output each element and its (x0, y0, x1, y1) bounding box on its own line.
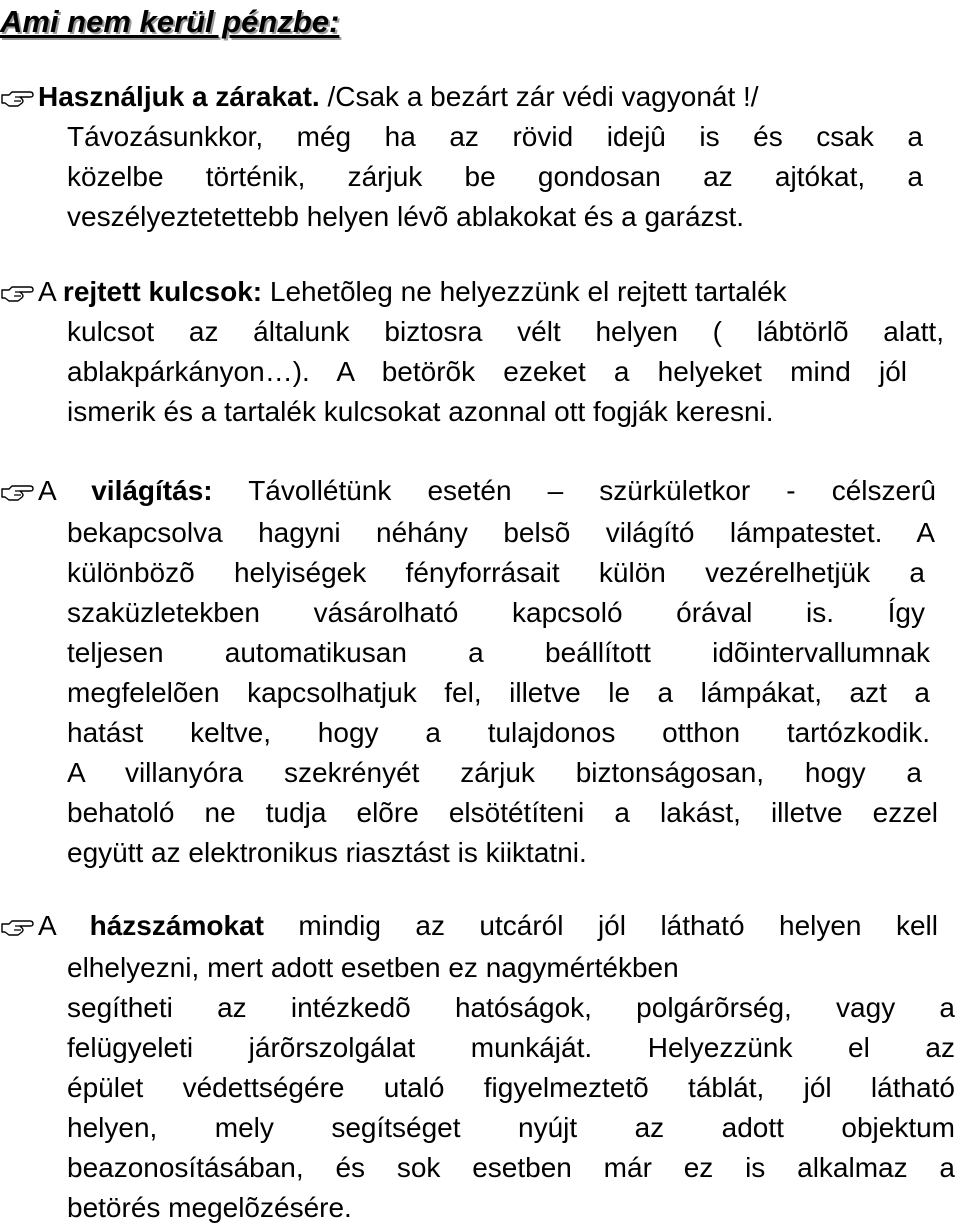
tip-line: megfelelõen kapcsolhatjuk fel, illetve le a lámpákat, azt a (67, 677, 930, 708)
tip-heading-prefix: A (38, 475, 92, 506)
tip-line: hatást keltve, hogy a tulajdonos otthon tartózkodik. (67, 717, 930, 748)
tip-first-line-text: Távollétünk esetén – szürkületkor - célszerû (212, 475, 936, 506)
tip-line: segítheti az intézkedõ hatóságok, polgárõrség, vagy a (67, 992, 955, 1023)
tip-line: különbözõ helyiségek fényforrásait külön vezérelhetjük a (67, 557, 925, 588)
tip-first-line (38, 273, 787, 311)
tip-line: épület védettségére utaló figyelmeztetõ táblát, jól látható (67, 1072, 955, 1103)
tip-first-line-text: Lehetõleg ne helyezzünk el rejtett tartalék (262, 276, 787, 307)
tip-line: kulcsot az általunk biztosra vélt helyen ( lábtörlõ alatt, (67, 316, 944, 347)
tip-line: felügyeleti járõrszolgálat munkáját. Helyezzünk el az (67, 1032, 955, 1063)
tip-line: teljesen automatikusan a beállított idõintervallumnak (67, 637, 930, 668)
tip-line: behatoló ne tudja elõre elsötétíteni a lakást, illetve ezzel (67, 797, 938, 828)
tip-line: ablakpárkányon…). A betörõk ezeket a helyeket mind jól (67, 356, 907, 387)
tip-heading: Használjuk a zárakat. (38, 81, 320, 112)
tip-heading-prefix: A (38, 910, 90, 941)
tip-line: beazonosításában, és sok esetben már ez is alkalmaz a (67, 1152, 955, 1183)
tip-first-line-text: /Csak a bezárt zár védi vagyonát !/ (319, 81, 759, 112)
tip-line: veszélyeztetettebb helyen lévõ ablakokat és a garázst. (67, 201, 745, 232)
tip-line: szaküzletekben vásárolható kapcsoló órával is. Így (67, 597, 925, 628)
tip-line: közelbe történik, zárjuk be gondosan az ajtókat, a (67, 161, 923, 192)
tip-line: betörés megelõzésére. (67, 1192, 352, 1223)
tip-line: együtt az elektronikus riasztást is kiiktatni. (67, 837, 587, 868)
tip-first-line (38, 907, 938, 945)
tip-heading-prefix: A (38, 276, 63, 307)
tip-first-line-text: mindig az utcáról jól látható helyen kell (263, 910, 938, 941)
pointing-hand-icon (0, 481, 34, 503)
tip-line: ismerik és a tartalék kulcsokat azonnal ott fogják keresni. (67, 396, 774, 427)
tip-line: elhelyezni, mert adott esetben ez nagymértékben (67, 952, 679, 983)
page-title: Ami nem kerül pénzbe: (0, 4, 340, 39)
tip-first-line (38, 472, 936, 510)
tip-line: helyen, mely segítséget nyújt az adott objektum (67, 1112, 955, 1143)
tip-line: Távozásunkkor, még ha az rövid idejû is és csak a (67, 121, 923, 152)
tip-first-line (38, 78, 759, 116)
tip-line: A villanyóra szekrényét zárjuk biztonságosan, hogy a (67, 757, 922, 788)
tip-heading: rejtett kulcsok: (62, 276, 263, 307)
pointing-hand-icon (0, 87, 34, 109)
tip-line: bekapcsolva hagyni néhány belsõ világító lámpatestet. A (67, 517, 935, 548)
tip-heading: világítás: (91, 475, 213, 506)
pointing-hand-icon (0, 916, 34, 938)
tip-heading: házszámokat (89, 910, 264, 941)
pointing-hand-icon (0, 282, 34, 304)
